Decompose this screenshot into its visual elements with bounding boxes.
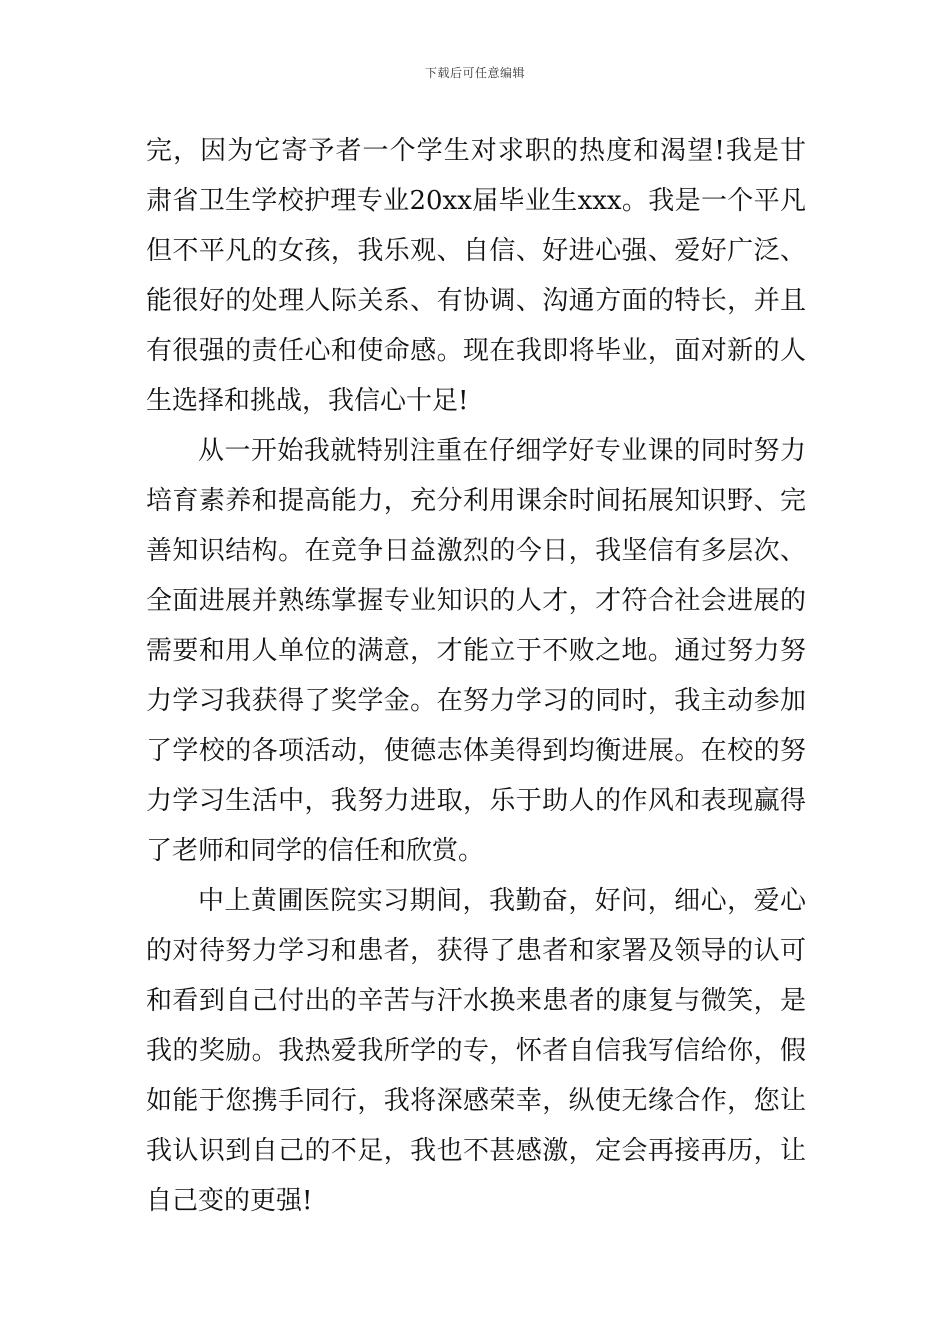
document-body bbox=[146, 126, 806, 1226]
paragraph-study: 从一开始我就特别注重在仔细学好专业课的同时努力培育素养和提高能力，充分利用课余时间拓展知识野、完善知识结构。在竞争日益激烈的今日，我坚信有多层次、全面进展并熟练掌握专业知识的人才，才符合社会进展的需要和用人单位的满意，才能立于不败之地。通过努力努力学习我获得了奖学金。在努力学习的同时，我主动参加了学校的各项活动，使德志体美得到均衡进展。在校的努力学习生活中，我努力进取，乐于助人的作风和表现赢得了老师和同学的信任和欣赏。 bbox=[146, 436, 806, 866]
paragraph-continuation: 完，因为它寄予者一个学生对求职的热度和渴望!我是甘肃省卫生学校护理专业20xx届毕业生xxx。我是一个平凡但不平凡的女孩，我乐观、自信、好进心强、爱好广泛、能很好的处理人际关系、有协调、沟通方面的特长，并且有很强的责任心和使命感。现在我即将毕业，面对新的人生选择和挑战，我信心十足! bbox=[146, 136, 806, 416]
page-header: 下载后可任意编辑 bbox=[424, 66, 525, 80]
paragraph-internship: 中上黄圃医院实习期间，我勤奋，好问，细心，爱心的对待努力学习和患者，获得了患者和家署及领导的认可和看到自己付出的辛苦与汗水换来患者的康复与微笑，是我的奖励。我热爱我所学的专，怀者自信我写信给你，假如能于您携手同行，我将深感荣幸，纵使无缘合作，您让我认识到自己的不足，我也不甚感激，定会再接再历，让自己变的更强! bbox=[146, 886, 806, 1216]
